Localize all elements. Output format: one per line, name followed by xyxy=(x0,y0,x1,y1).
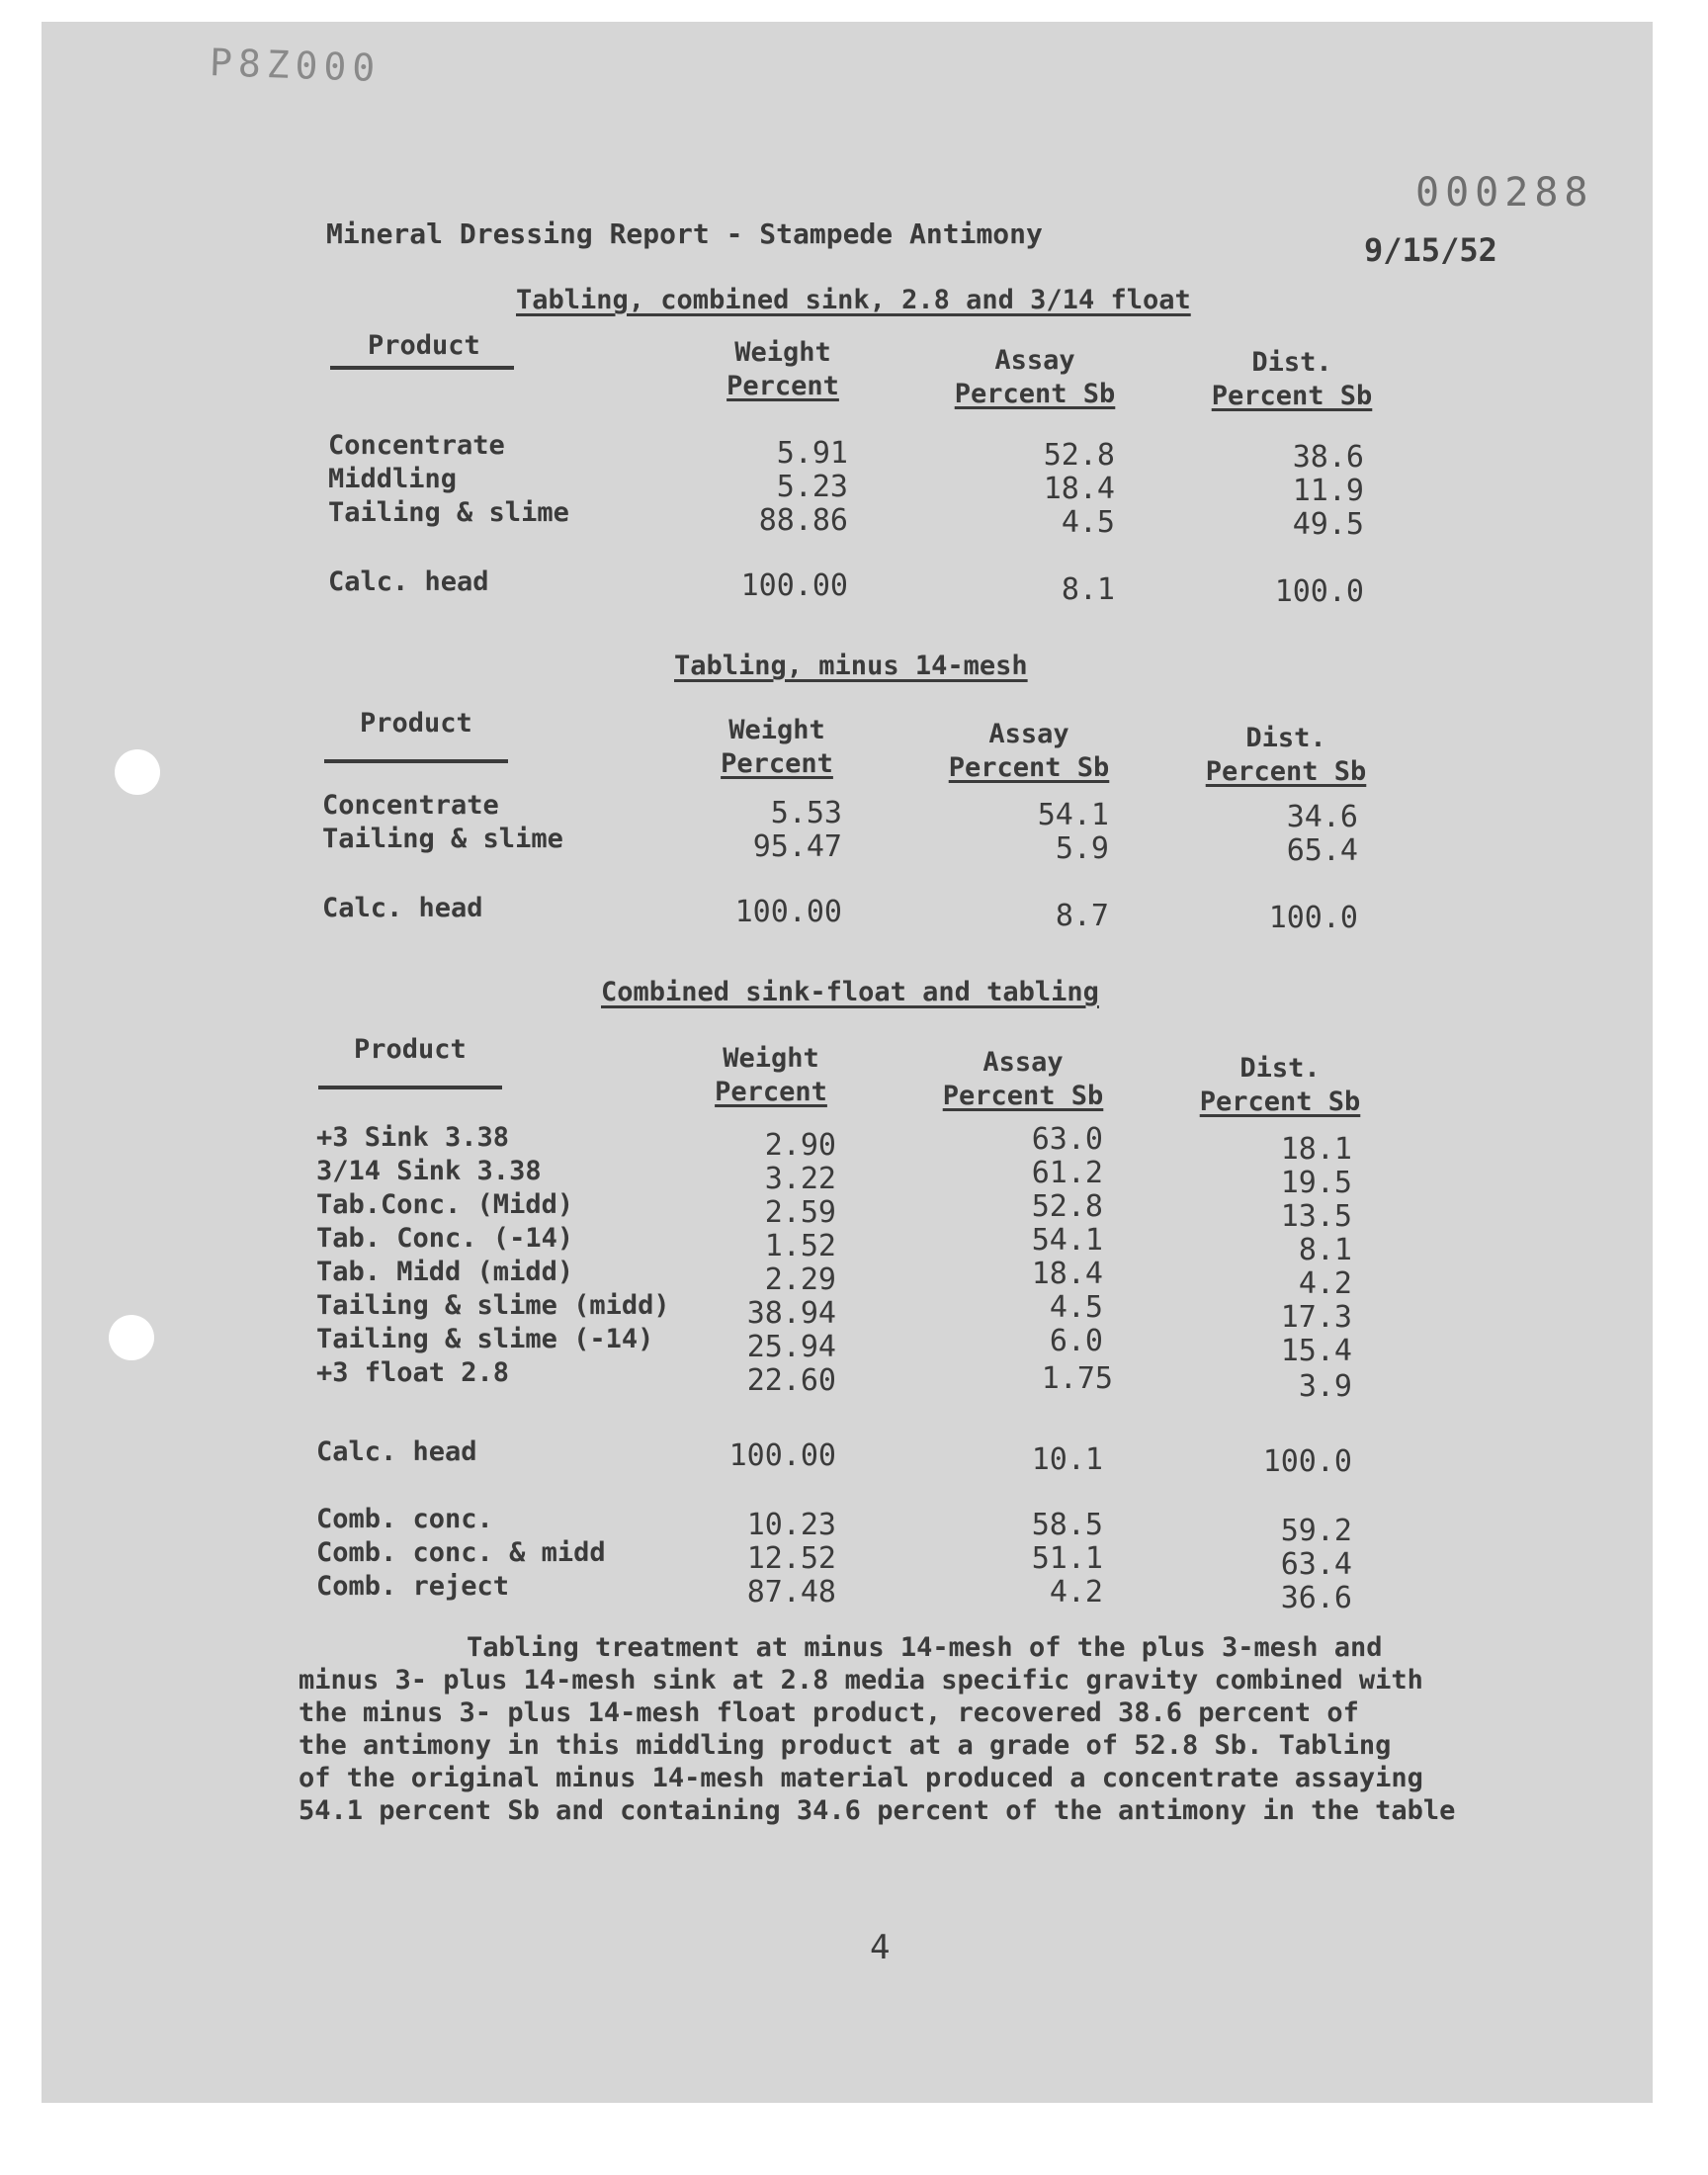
weight-value: 87.48 xyxy=(746,1575,836,1610)
assay-value: 4.5 xyxy=(1049,1290,1103,1325)
dist-value: 15.4 xyxy=(1280,1334,1352,1368)
assay-value: 52.8 xyxy=(1031,1189,1103,1224)
weight-value: 5.23 xyxy=(776,470,848,504)
assay-column-header: Assay Percent Sb xyxy=(954,345,1116,409)
assay-value: 4.2 xyxy=(1049,1575,1103,1610)
weight-value: 22.60 xyxy=(746,1363,836,1398)
table-row-label: Comb. conc. & midd xyxy=(316,1537,606,1568)
table-row-label: Middling xyxy=(328,464,458,494)
weight-value: 95.47 xyxy=(752,829,842,864)
weight-value: 2.59 xyxy=(764,1195,836,1230)
dist-value: 100.0 xyxy=(1274,574,1364,609)
dist-value: 63.4 xyxy=(1280,1547,1352,1582)
assay-value: 4.5 xyxy=(1061,505,1115,540)
calc-head-label: Calc. head xyxy=(322,893,483,923)
table-row-label: Tailing & slime xyxy=(322,824,563,854)
assay-value: 8.7 xyxy=(1055,899,1109,933)
product-header-rule xyxy=(318,1086,502,1089)
assay-column-header: Assay Percent Sb xyxy=(942,1047,1104,1111)
weight-value: 100.00 xyxy=(740,568,848,603)
report-title: Mineral Dressing Report - Stampede Antimony xyxy=(326,218,1043,250)
archive-stamp-top-left: P8Z000 xyxy=(209,40,382,91)
assay-value: 52.8 xyxy=(1043,438,1115,473)
table-row-label: Tailing & slime xyxy=(328,497,569,528)
product-header-rule xyxy=(330,366,514,370)
dist-column-header: Dist. Percent Sb xyxy=(1205,723,1367,787)
document-page xyxy=(42,22,1653,2103)
dist-value: 38.6 xyxy=(1292,440,1364,475)
assay-value: 6.0 xyxy=(1049,1324,1103,1358)
section-title-1: Tabling, combined sink, 2.8 and 3/14 float xyxy=(516,285,1191,315)
weight-value: 10.23 xyxy=(746,1508,836,1542)
assay-value: 1.75 xyxy=(1041,1361,1113,1396)
report-date: 9/15/52 xyxy=(1364,231,1497,269)
dist-value: 19.5 xyxy=(1280,1166,1352,1200)
assay-value: 58.5 xyxy=(1031,1508,1103,1542)
weight-value: 88.86 xyxy=(758,503,848,538)
dist-value: 3.9 xyxy=(1298,1369,1352,1404)
dist-value: 17.3 xyxy=(1280,1300,1352,1335)
product-column-header: Product xyxy=(354,1034,467,1065)
weight-column-header: Weight Percent xyxy=(715,1043,827,1107)
dist-value: 11.9 xyxy=(1292,474,1364,508)
assay-value: 18.4 xyxy=(1031,1257,1103,1291)
table-row-label: Tab.Conc. (Midd) xyxy=(316,1189,574,1220)
weight-value: 25.94 xyxy=(746,1330,836,1364)
assay-value: 18.4 xyxy=(1043,472,1115,506)
calc-head-label: Calc. head xyxy=(316,1436,477,1467)
archive-stamp-top-right: 000288 xyxy=(1415,170,1594,216)
dist-value: 36.6 xyxy=(1280,1581,1352,1615)
table-row-label: Tailing & slime (midd) xyxy=(316,1290,670,1321)
table-row-label: Tab. Midd (midd) xyxy=(316,1257,574,1287)
assay-value: 5.9 xyxy=(1055,831,1109,866)
assay-value: 10.1 xyxy=(1031,1442,1103,1477)
dist-column-header: Dist. Percent Sb xyxy=(1199,1053,1361,1117)
product-header-rule xyxy=(324,759,508,763)
dist-value: 59.2 xyxy=(1280,1514,1352,1548)
dist-value: 4.2 xyxy=(1298,1266,1352,1301)
weight-value: 3.22 xyxy=(764,1162,836,1196)
assay-value: 63.0 xyxy=(1031,1122,1103,1157)
assay-value: 61.2 xyxy=(1031,1156,1103,1190)
table-row-label: Concentrate xyxy=(322,790,499,821)
page-number: 4 xyxy=(870,1928,891,1967)
dist-column-header: Dist. Percent Sb xyxy=(1211,347,1373,411)
section-title-3: Combined sink-float and tabling xyxy=(601,977,1099,1007)
table-row-label: 3/14 Sink 3.38 xyxy=(316,1156,542,1186)
weight-value: 5.53 xyxy=(770,796,842,830)
assay-value: 54.1 xyxy=(1037,798,1109,832)
dist-value: 100.0 xyxy=(1262,1444,1352,1479)
product-column-header: Product xyxy=(360,708,472,739)
binder-hole-bottom xyxy=(109,1315,154,1360)
calc-head-label: Calc. head xyxy=(328,566,489,597)
weight-value: 2.29 xyxy=(764,1262,836,1297)
assay-column-header: Assay Percent Sb xyxy=(948,719,1110,783)
weight-column-header: Weight Percent xyxy=(726,337,839,401)
dist-value: 34.6 xyxy=(1286,800,1358,834)
table-row-label: Comb. reject xyxy=(316,1571,510,1602)
dist-value: 18.1 xyxy=(1280,1132,1352,1167)
summary-paragraph: Tabling treatment at minus 14-mesh of the plus 3-mesh and minus 3- plus 14-mesh sink at 2.8 media specific gravity combined with the minus 3- plus 14-mesh float product, recovered 38.6 percent of the antimony in this middling product at a grade of 52.8 Sb. Tabling of the original minus 14-mesh material produced a concentrate assaying 54.1 percent Sb and containing 34.6 percent of the antimony in the table xyxy=(299,1632,1456,1826)
weight-value: 38.94 xyxy=(746,1296,836,1331)
assay-value: 51.1 xyxy=(1031,1541,1103,1576)
dist-value: 49.5 xyxy=(1292,507,1364,542)
table-row-label: Tailing & slime (-14) xyxy=(316,1324,654,1354)
weight-value: 100.00 xyxy=(734,895,842,929)
dist-value: 8.1 xyxy=(1298,1233,1352,1267)
weight-column-header: Weight Percent xyxy=(721,715,833,779)
dist-value: 65.4 xyxy=(1286,833,1358,868)
binder-hole-top xyxy=(115,749,160,795)
table-row-label: Concentrate xyxy=(328,430,505,461)
assay-value: 54.1 xyxy=(1031,1223,1103,1258)
table-row-label: +3 float 2.8 xyxy=(316,1357,510,1388)
assay-value: 8.1 xyxy=(1061,572,1115,607)
weight-value: 5.91 xyxy=(776,436,848,471)
section-title-2: Tabling, minus 14-mesh xyxy=(674,651,1028,681)
weight-value: 2.90 xyxy=(764,1128,836,1163)
weight-value: 12.52 xyxy=(746,1541,836,1576)
table-row-label: Comb. conc. xyxy=(316,1504,493,1534)
weight-value: 1.52 xyxy=(764,1229,836,1263)
product-column-header: Product xyxy=(368,330,480,361)
weight-value: 100.00 xyxy=(728,1438,836,1473)
table-row-label: +3 Sink 3.38 xyxy=(316,1122,510,1153)
table-row-label: Tab. Conc. (-14) xyxy=(316,1223,574,1254)
dist-value: 13.5 xyxy=(1280,1199,1352,1234)
dist-value: 100.0 xyxy=(1268,901,1358,935)
